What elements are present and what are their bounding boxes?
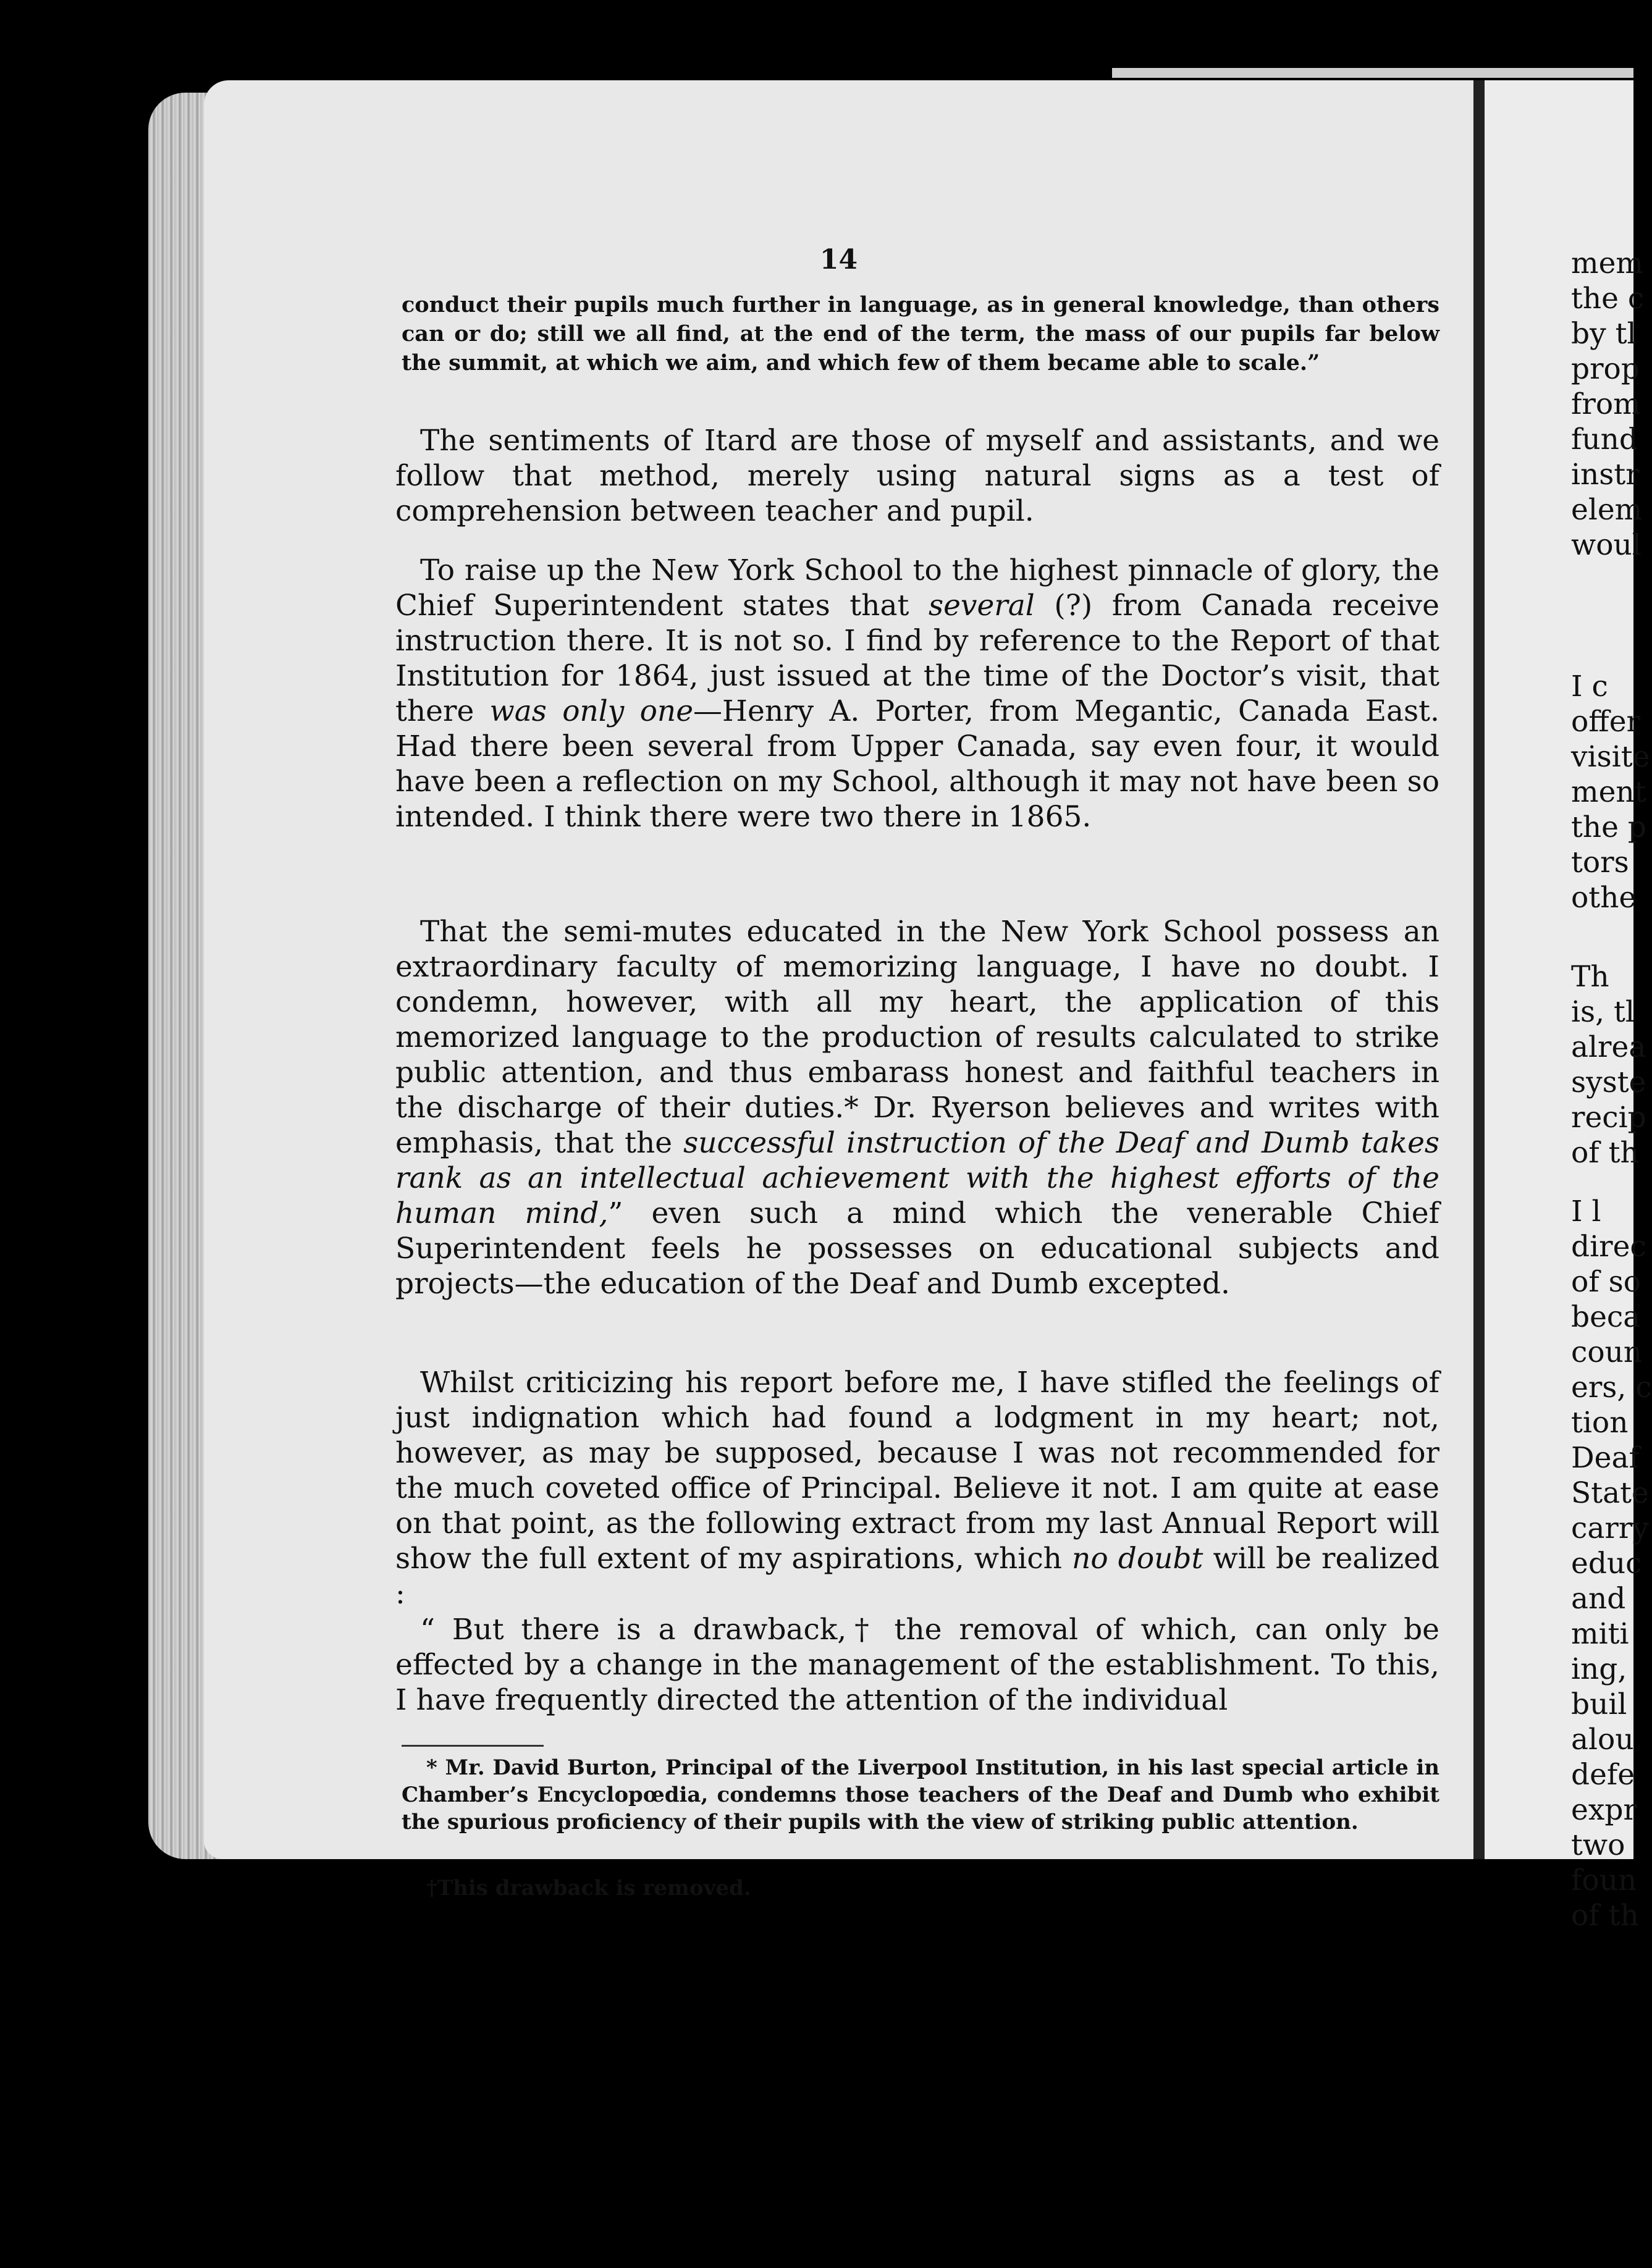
block-quote: conduct their pupils much further in language, as in general knowledge, than others can or do; still we all find, at the end of the term, the mass of our pupils far below the summit, at which we aim, and which few of them became able to scale.” bbox=[402, 292, 1439, 376]
paragraph-drawback-quote: “ But there is a drawback,† the removal of which, can only be effected by a change in the management of the establishment. To this, I have frequently directed the attention of the individual bbox=[395, 1613, 1439, 1717]
right-page-line: expr bbox=[1571, 1793, 1637, 1827]
italic-run: several bbox=[928, 589, 1035, 623]
right-page-line: carry bbox=[1571, 1511, 1649, 1545]
right-page-line: two bbox=[1571, 1828, 1625, 1862]
right-page-line: State bbox=[1571, 1476, 1649, 1510]
right-page-line: alrea bbox=[1571, 1030, 1646, 1064]
paragraph-semi-mutes bbox=[395, 914, 1439, 1301]
left-page bbox=[204, 80, 1473, 1900]
right-page-line: tion bbox=[1571, 1406, 1629, 1440]
right-page-line: foun bbox=[1571, 1863, 1637, 1897]
right-page-line: by tl bbox=[1571, 317, 1637, 351]
paragraph-criticizing-report bbox=[395, 1365, 1439, 1611]
right-page-line: buil bbox=[1571, 1687, 1627, 1721]
right-page-line: mem bbox=[1571, 246, 1643, 280]
footnote-drawback: †This drawback is removed. bbox=[426, 1876, 751, 1900]
right-page-line: tors bbox=[1571, 846, 1629, 880]
italic-run: was only one bbox=[489, 694, 694, 728]
right-page-line: ing, bbox=[1571, 1652, 1627, 1686]
right-page-line: instr bbox=[1571, 458, 1640, 492]
right-page-line: ment bbox=[1571, 775, 1646, 809]
right-page-line: I l bbox=[1571, 1195, 1601, 1228]
right-page-line: syste bbox=[1571, 1065, 1646, 1099]
text-run: To raise up the New York School to the highest pinnacle of glory, the Chief Superintendent states that bbox=[395, 553, 1439, 623]
page-number: 14 bbox=[819, 244, 858, 275]
right-page-line: educ bbox=[1571, 1547, 1642, 1581]
right-page-line: fund bbox=[1571, 422, 1638, 456]
right-page-line: miti bbox=[1571, 1617, 1629, 1651]
right-page-line: othe bbox=[1571, 881, 1637, 915]
footnote-divider bbox=[402, 1745, 544, 1747]
page-top-edge bbox=[1112, 68, 1633, 78]
book-gutter bbox=[1473, 80, 1485, 1859]
right-page-line: Th bbox=[1571, 960, 1609, 994]
text-run: ” even such a mind which the venerable Chief Superintendent feels he possesses on educational subjects and projects—the education of the Deaf and Dumb excepted. bbox=[395, 1196, 1439, 1301]
right-page-line: of th bbox=[1571, 1136, 1639, 1170]
right-page-line: ers, c bbox=[1571, 1371, 1652, 1405]
right-page-line: alou bbox=[1571, 1723, 1634, 1757]
right-page-line: visite bbox=[1571, 740, 1650, 774]
right-page-line: beca bbox=[1571, 1300, 1641, 1334]
right-page-line: woul bbox=[1571, 528, 1641, 562]
right-page-line: coun bbox=[1571, 1335, 1643, 1369]
right-page-line: and bbox=[1571, 1582, 1626, 1616]
right-page-line: elem bbox=[1571, 493, 1643, 527]
right-page-line: the c bbox=[1571, 282, 1645, 316]
text-run: will be realized : bbox=[395, 1542, 1440, 1611]
right-page-line: Deaf bbox=[1571, 1441, 1640, 1475]
right-page-line: I c bbox=[1571, 670, 1608, 704]
text-run: Whilst criticizing his report before me, I have stifled the feelings of just indignation which had found a lodgment in my heart; not, however, as may be supposed, because I was not recommended for the much coveted office of Principal. Believe it not. I am quite at ease on that point, as the following extract from my last Annual Report will show the full extent of my aspirations, which bbox=[395, 1366, 1439, 1576]
right-page-line: of th bbox=[1571, 1899, 1639, 1933]
right-page-line: offer bbox=[1571, 705, 1640, 739]
italic-run: no doubt bbox=[1072, 1542, 1203, 1576]
right-page-line: of so bbox=[1571, 1265, 1641, 1299]
right-page-line: the p bbox=[1571, 810, 1646, 844]
right-page-line: recip bbox=[1571, 1101, 1646, 1135]
italic-run: successful instruction of the Deaf and Dumb takes rank as an intellectual achievement with the highest efforts of the human mind, bbox=[395, 1126, 1440, 1230]
text-run: That the semi-mutes educated in the New York School possess an extraordinary faculty of memorizing language, I have no doubt. I condemn, however, with all my heart, the application of this memorized language to the production of results calculated to strike public attention, and thus embarass honest and faithful teachers in the discharge of their duties.* Dr. Ryerson believes and writes with emphasis, that the bbox=[395, 915, 1439, 1160]
right-page-cropped bbox=[1485, 80, 1652, 1933]
footnote-burton: * Mr. David Burton, Principal of the Liverpool Institution, in his last special article in Chamber’s Encyclopœdia, condemns those teachers of the Deaf and Dumb who exhibit the spurious proficiency of their pupils with the view of striking public attention. bbox=[402, 1755, 1439, 1834]
right-page-line: defe bbox=[1571, 1758, 1635, 1792]
paragraph-itard: The sentiments of Itard are those of myself and assistants, and we follow that method, merely using natural signs as a test of comprehension between teacher and pupil. bbox=[395, 424, 1439, 528]
paragraph-new-york-school bbox=[395, 553, 1439, 834]
right-page-line: prop bbox=[1571, 352, 1640, 386]
right-page-line: direc bbox=[1571, 1230, 1646, 1264]
text-run: —Henry A. Porter, from Megantic, Canada East. Had there been several from Upper Canada, say even four, it would have been a reflection on my School, although it may not have been so intended. I think there were two there in 1865. bbox=[395, 694, 1439, 834]
right-page-line: is, tl bbox=[1571, 995, 1635, 1029]
text-run: (?) from Canada receive instruction there. It is not so. I find by reference to the Report of that Institution for 1864, just issued at the time of the Doctor’s visit, that there bbox=[395, 589, 1439, 728]
right-page-line: from bbox=[1571, 387, 1641, 421]
